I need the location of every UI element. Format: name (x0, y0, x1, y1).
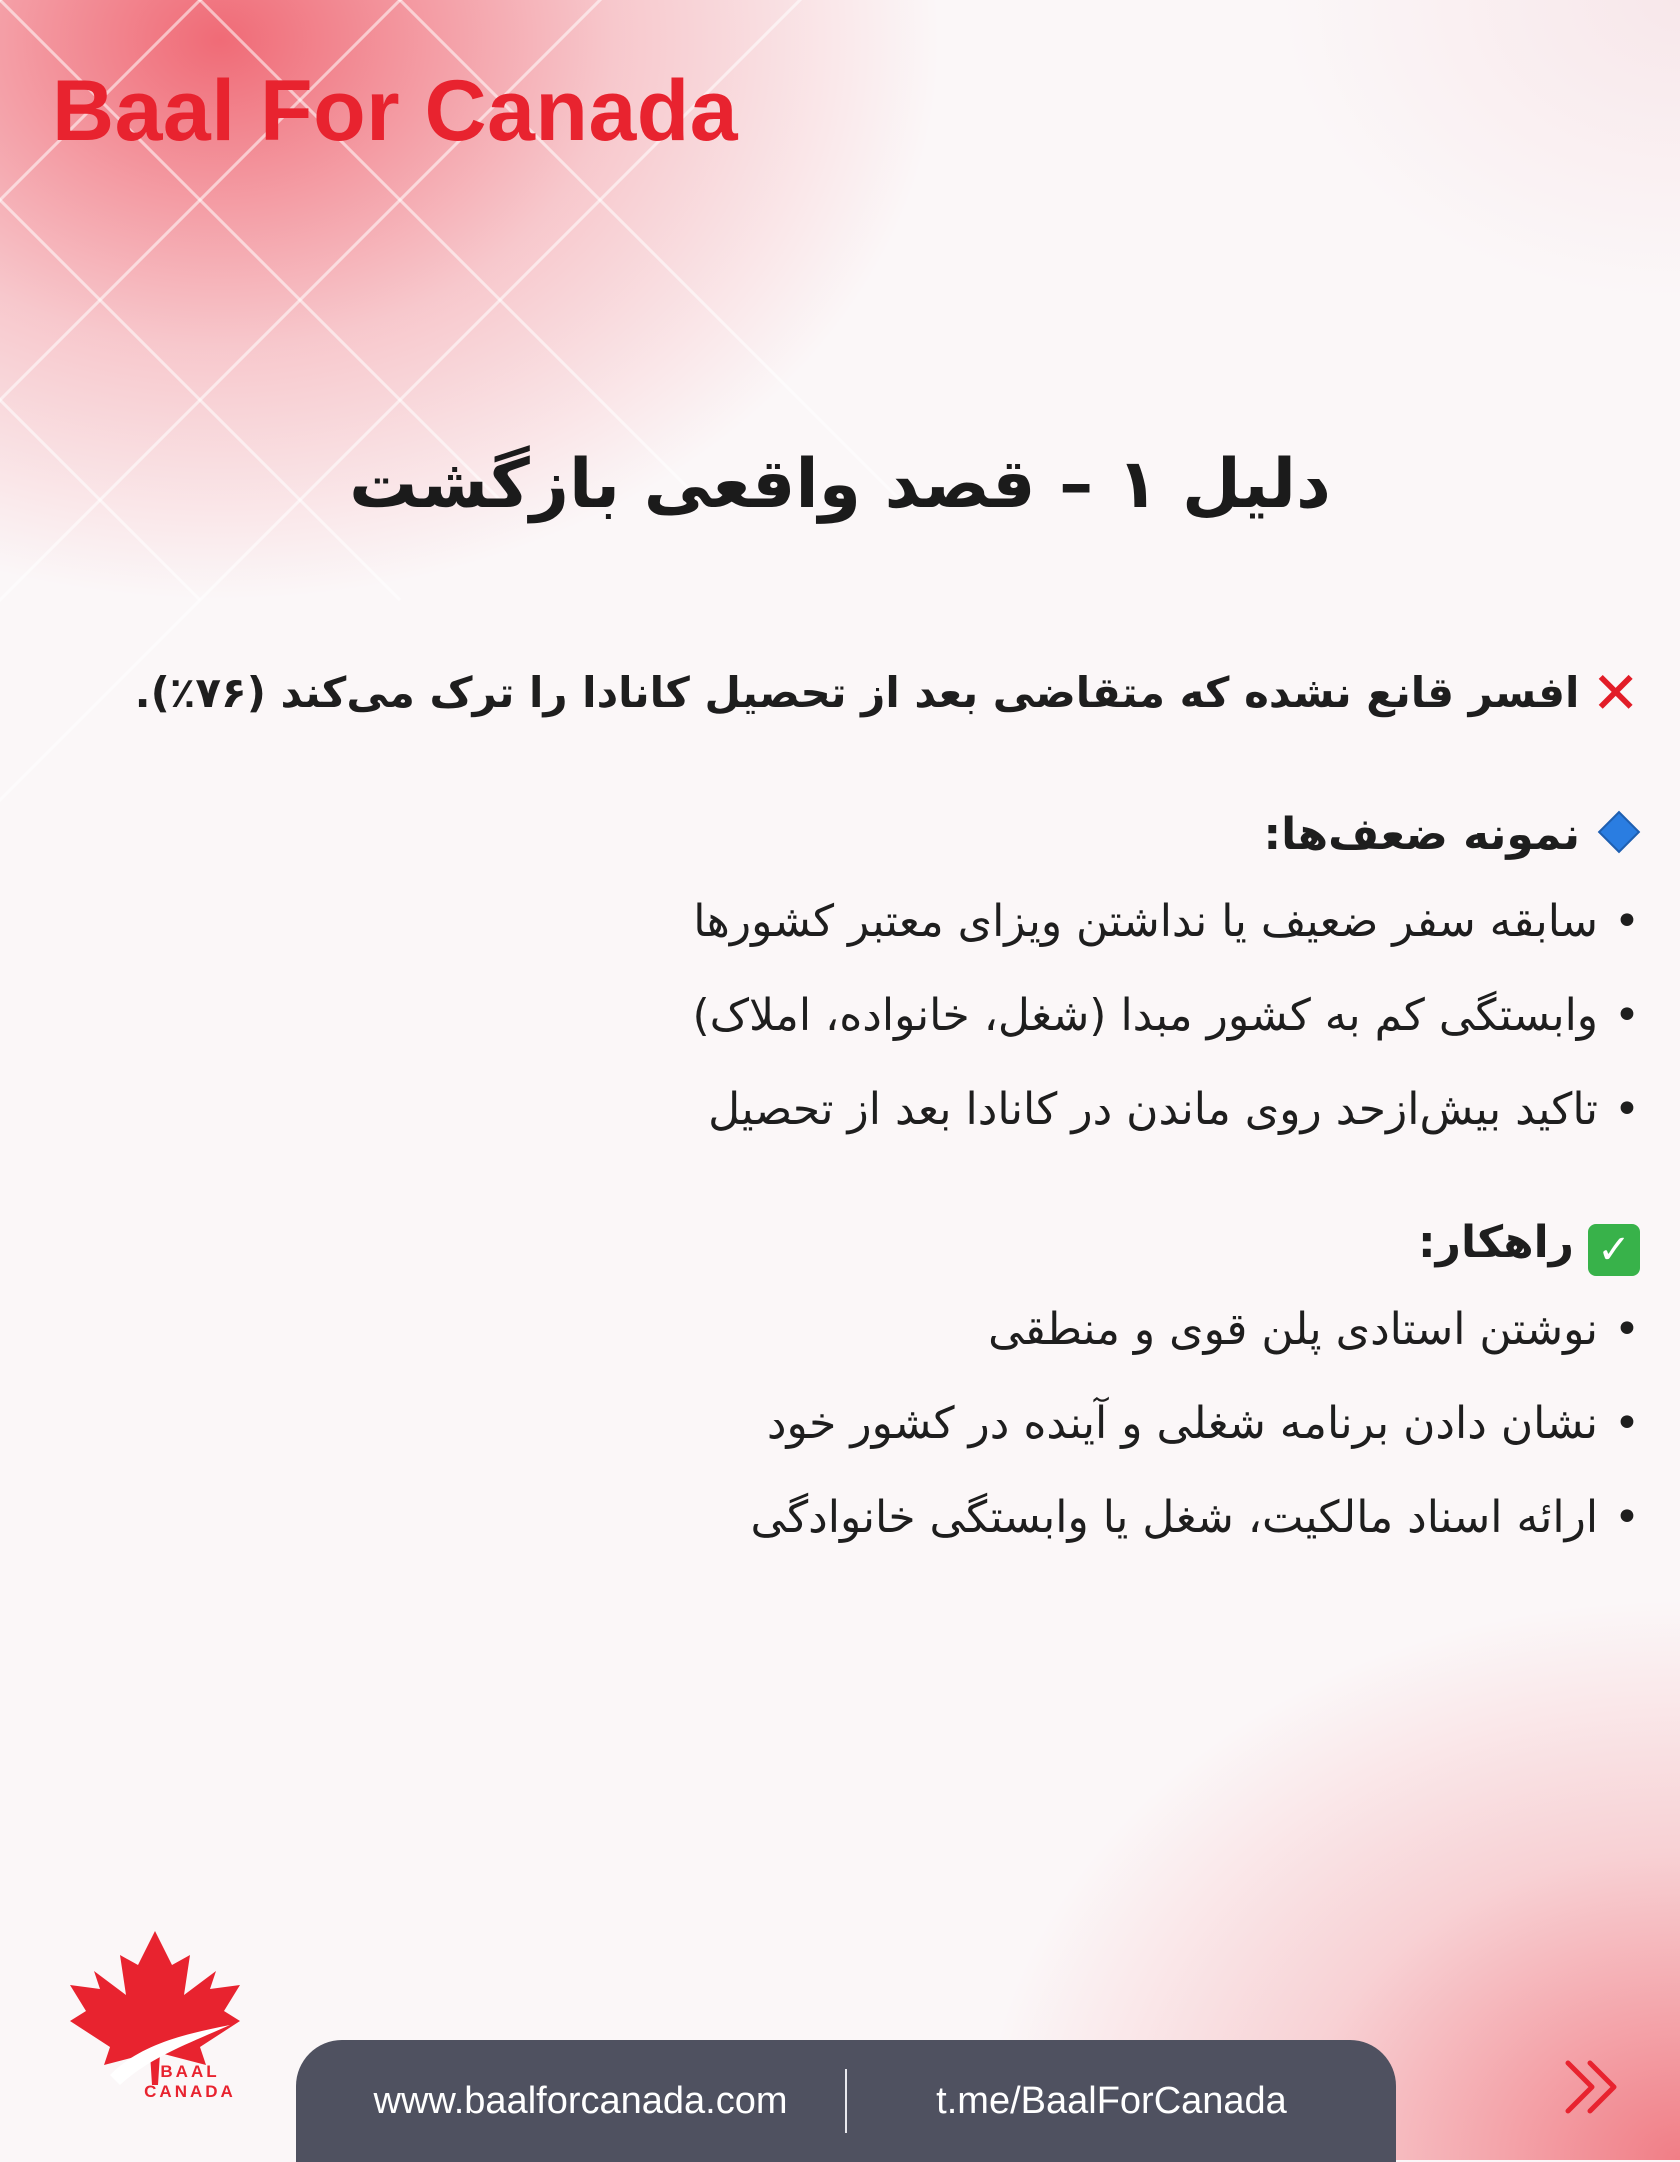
cross-mark-icon: ✕ (1591, 659, 1640, 727)
check-mark-icon: ✓ (1588, 1224, 1640, 1276)
list-item: •ارائه اسناد مالکیت، شغل یا وابستگی خانوادگی (750, 1492, 1640, 1543)
blue-diamond-icon (1598, 811, 1640, 853)
weaknesses-heading (40, 795, 1640, 875)
website-link[interactable]: www.baalforcanada.com (373, 2079, 788, 2122)
logo-line-1: BAAL (160, 2062, 220, 2081)
list-item: •نشان دادن برنامه شغلی و آینده در کشور خود (766, 1398, 1640, 1449)
weaknesses-heading-text: نمونه ضعف‌ها: (1263, 809, 1580, 860)
list-item: •تاکید بیش‌ازحد روی ماندن در کانادا بعد از تحصیل (708, 1084, 1640, 1135)
intro-text: افسر قانع نشده که متقاضی بعد از تحصیل کانادا را ترک می‌کند (۷۶٪). (134, 668, 1580, 717)
page-title: دلیل ۱ – قصد واقعی بازگشت (349, 445, 1331, 524)
brand-title: Baal For Canada (52, 63, 739, 159)
logo-line-2: CANADA (144, 2082, 236, 2101)
solutions-heading-text: راهکار: (1418, 1217, 1574, 1268)
list-item: •سابقه سفر ضعیف یا نداشتن ویزای معتبر کشورها (693, 896, 1640, 947)
telegram-link[interactable]: t.me/BaalForCanada (936, 2079, 1287, 2122)
list-item: •وابستگی کم به کشور مبدا (شغل، خانواده، املاک) (692, 990, 1640, 1041)
double-chevron-right-icon[interactable] (1560, 2055, 1632, 2119)
solutions-heading (40, 1203, 1640, 1283)
list-item: •نوشتن استادی پلن قوی و منطقی (988, 1304, 1640, 1355)
footer-bar (296, 2040, 1396, 2162)
baal-canada-logo (40, 1925, 270, 2105)
intro-line (40, 655, 1640, 731)
main-content (40, 655, 1640, 1565)
